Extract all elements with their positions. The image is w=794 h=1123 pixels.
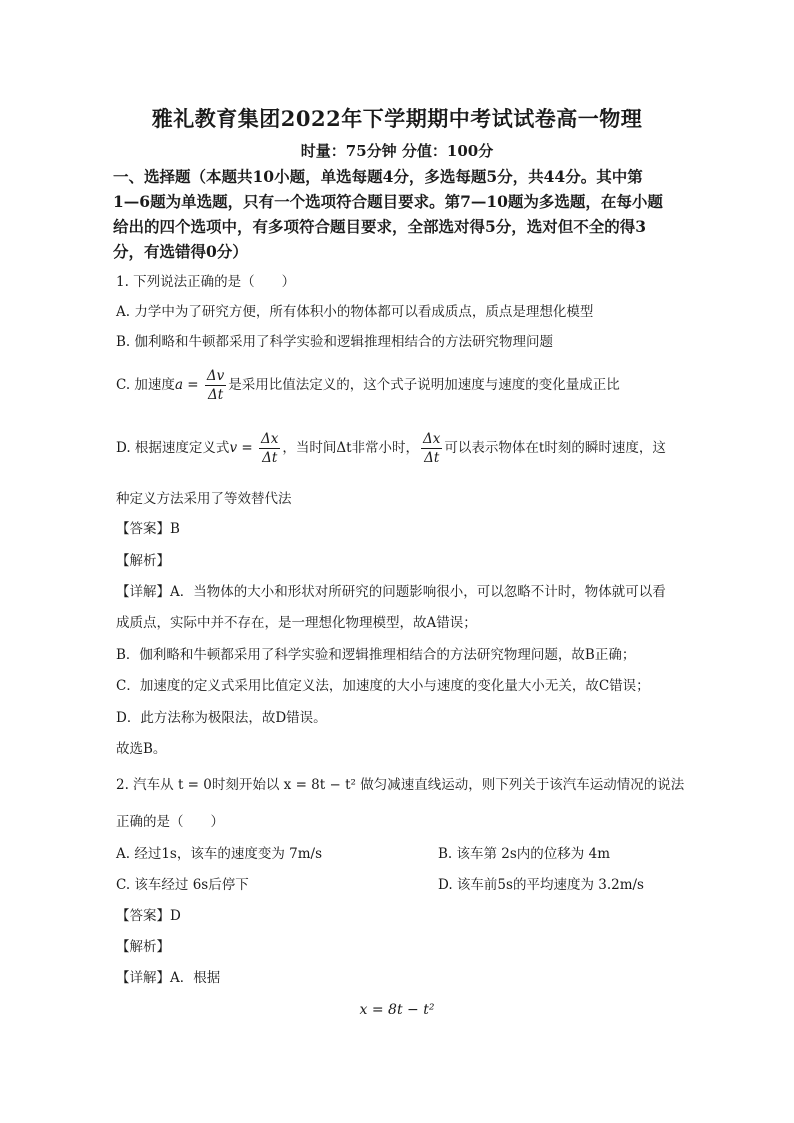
fraction-denominator: Δt [208, 387, 224, 403]
question-2-analysis-label: 【解析】 [116, 939, 170, 955]
option-c-prefix: C. 加速度 [116, 377, 175, 393]
acceleration-symbol: a [174, 377, 183, 393]
fraction-dv-dt [205, 367, 226, 404]
question-1-detail-line4: C．加速度的定义式采用比值定义法，加速度的大小与速度的变化量大小无关，故C错误； [116, 678, 650, 694]
velocity-symbol: v [229, 440, 238, 456]
option-d-middle: ，当时间Δt非常小时， [282, 440, 420, 456]
question-1-option-b: B. 伽利略和牛顿都采用了科学实验和逻辑推理相结合的方法研究物理问题 [116, 334, 554, 350]
question-2-option-d: D. 该车前5s的平均速度为 3.2m/s [438, 877, 644, 893]
equals-sign: = [237, 440, 257, 456]
fraction-denominator: Δt [262, 450, 278, 466]
option-d-text: 可以表示物体在t时刻的瞬时速度，这 [444, 440, 666, 456]
fraction-dx-dt [259, 430, 280, 467]
question-1-stem: 1. 下列说法正确的是（ ） [116, 274, 296, 290]
question-1-option-a: A. 力学中为了研究方便，所有体积小的物体都可以看成质点，质点是理想化模型 [116, 304, 594, 320]
fraction-dx-dt-2 [421, 430, 442, 467]
page-title: 雅礼教育集团2022年下学期期中考试试卷高一物理 [151, 106, 643, 131]
option-d-prefix: D. 根据速度定义式 [116, 440, 230, 456]
question-1-detail-line1: 【详解】A．当物体的大小和形状对所研究的问题影响很小，可以忽略不计时，物体就可以看 [116, 584, 666, 600]
section-heading-line4: 分，有选错得0分） [113, 242, 248, 261]
question-2-option-b: B. 该车第 2s内的位移为 4m [438, 846, 610, 862]
motion-equation: x = 8t − t² [359, 1002, 435, 1018]
fraction-numerator: Δx [260, 431, 279, 447]
question-2-option-a: A. 经过1s，该车的速度变为 7m/s [116, 846, 323, 862]
question-1-detail-line3: B．伽利略和牛顿都采用了科学实验和逻辑推理相结合的方法研究物理问题，故B正确； [116, 647, 636, 663]
exam-time-score: 时量：75分钟 分值：100分 [300, 142, 494, 160]
question-2-answer: 【答案】D [116, 908, 181, 924]
question-1-analysis-label: 【解析】 [116, 553, 170, 569]
option-c-text: 是采用比值法定义的，这个式子说明加速度与速度的变化量成正比 [228, 377, 620, 393]
section-heading-line2: 1—6题为单选题，只有一个选项符合题目要求。第7—10题为多选题，在每小题 [113, 192, 663, 211]
section-heading-line1: 一、选择题（本题共10小题，单选每题4分，多选每题5分，共44分。其中第 [113, 167, 643, 186]
question-1-conclusion: 故选B。 [116, 741, 167, 757]
question-1-answer: 【答案】B [116, 521, 180, 537]
question-1-option-c [116, 367, 620, 404]
question-1-option-d-line2: 种定义方法采用了等效替代法 [116, 491, 292, 507]
section-heading-line3: 给出的四个选项中，有多项符合题目要求，全部选对得5分，选对但不全的得3 [113, 217, 647, 236]
question-2-stem-line1: 2. 汽车从 t = 0时刻开始以 x = 8t − t² 做匀减速直线运动，则下列关于该汽车运动情况的说法 [116, 777, 685, 793]
question-1-detail-line2: 成质点，实际中并不存在，是一理想化物理模型，故A错误； [116, 615, 477, 631]
fraction-denominator: Δt [424, 450, 440, 466]
question-1-option-d [116, 430, 666, 467]
question-2-stem-line2: 正确的是（ ） [116, 814, 224, 830]
fraction-numerator: Δx [423, 431, 441, 447]
question-2-option-c: C. 该车经过 6s后停下 [116, 877, 249, 893]
question-2-detail-line1: 【详解】A．根据 [116, 970, 221, 986]
equals-sign: = [183, 377, 203, 393]
question-1-detail-line5: D．此方法称为极限法，故D错误。 [116, 710, 327, 726]
fraction-numerator: Δv [206, 368, 225, 384]
